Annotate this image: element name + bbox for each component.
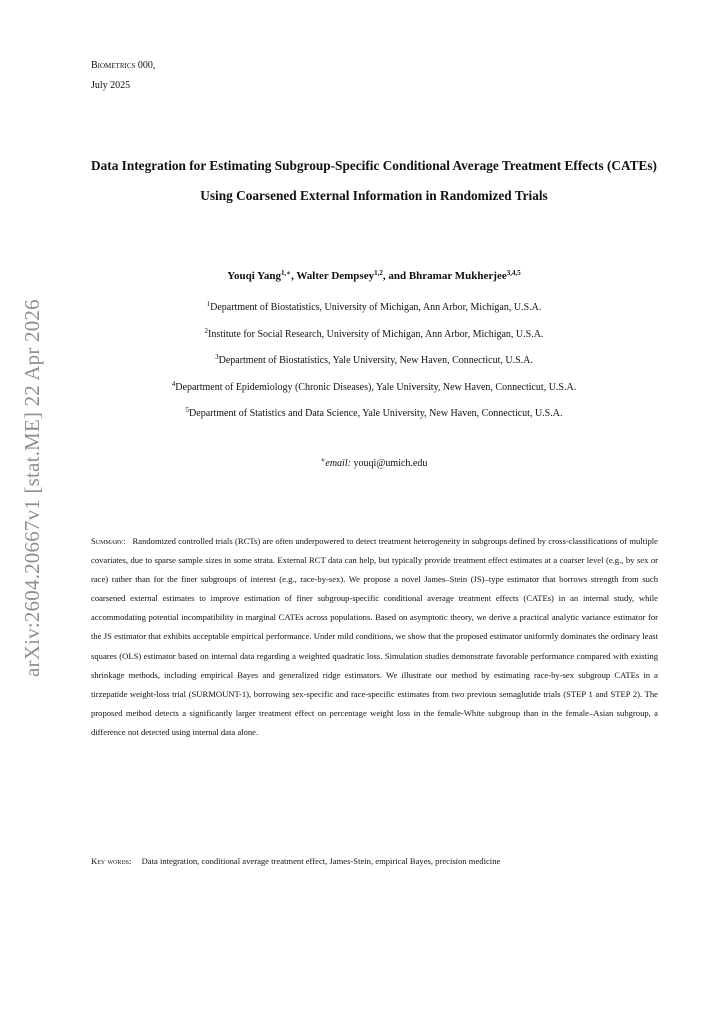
affiliation-text: Department of Biostatistics, University of Michigan, Ann Arbor, Michigan, U.S.A. [210,302,542,313]
paper-title: Data Integration for Estimating Subgroup-Specific Conditional Average Treatment Effects (CATEs) Using Coarsened External Information in Randomized Trials [91,158,657,203]
affiliation-number: 4 [171,379,176,388]
abstract [91,532,658,742]
author-name: Walter Dempsey [296,270,375,282]
keywords [91,853,671,869]
affiliation [60,406,688,433]
abstract-text: Randomized controlled trials (RCTs) are often underpowered to detect treatment heterogeneity in subgroups defined by cross-classifications of multiple covariates, due to sparse sample sizes in some strata. External RCT data can help, but typically provide treatment effect estimates at a coarser level (e.g., by sex or race) rather than for the finer subgroups of interest (e.g., race-by-sex). We propose a novel James–Stein (JS)–type estimator that borrows strength from such coarsened external estimates to improve estimation of finer subgroup-specific conditional average treatment effects (CATEs) in an internal study, while accommodating potential incompatibility in marginal CATEs across populations. Based on asymptotic theory, we derive a practical analytic variance estimator for the JS estimator that exhibits acceptable empirical performance. Under mild conditions, we show that the proposed estimator uniformly dominates the ordinary least squares (OLS) estimator based on internal data regarding a weighted quadratic loss. Simulation studies demonstrate favorable performance compared with existing shrinkage methods, including empirical Bayes and generalized ridge estimators. We illustrate our method by estimating race-by-sex subgroup CATEs in a tirzepatide weight-loss trial (SURMOUNT-1), borrowing sex-specific and race-specific estimates from two previous semaglutide trials (STEP 1 and STEP 2). The proposed method detects a significantly larger treatment effect on percentage weight loss in the female-White subgroup than in the female–Asian subgroup, a difference not detected using internal data alone. [91,536,658,737]
affiliation-list [60,300,688,433]
affiliation-text: Department of Statistics and Data Science, Yale University, New Haven, Connecticut, U.S.A. [189,408,563,420]
keywords-label: Key words: [91,856,132,866]
affiliation-number: 5 [185,406,190,415]
author-name: Youqi Yang [227,270,281,282]
author-superscript: 1,∗ [280,269,292,277]
email-marker: ∗ [320,456,326,464]
corresponding-email [90,458,658,469]
author-list [90,270,658,282]
abstract-label: Summary: [91,536,126,546]
affiliation [60,300,688,327]
affiliation-text: Department of Epidemiology (Chronic Diseases), Yale University, New Haven, Connecticut, U.S.A. [175,381,577,393]
affiliation-text: Institute for Social Research, University of Michigan, Ann Arbor, Michigan, U.S.A. [208,328,544,340]
publication-date: July 2025 [91,80,131,91]
author-separator: , [291,270,297,282]
affiliation [60,327,688,354]
arxiv-identifier[interactable]: arXiv:2604.20667v1 [stat.ME] 22 Apr 2026 [20,299,44,677]
affiliation-number: 3 [215,353,219,362]
email-label: email: [325,458,351,469]
journal-name: Biometrics 000, [91,60,156,71]
author-separator: , and [382,270,409,282]
affiliation [60,353,688,380]
author-superscript: 1,2 [374,269,383,277]
affiliation [60,380,688,407]
author-name: Bhramar Mukherjee [408,270,507,282]
email-address[interactable]: youqi@umich.edu [353,458,428,469]
affiliation-number: 1 [206,300,211,308]
affiliation-text: Department of Biostatistics, Yale University, New Haven, Connecticut, U.S.A. [218,355,533,367]
affiliation-number: 2 [204,326,209,335]
author-superscript: 3,4,5 [506,269,521,277]
journal-header [91,56,155,96]
keywords-text: Data integration, conditional average treatment effect, James-Stein, empirical Bayes, precision medicine [141,856,501,866]
